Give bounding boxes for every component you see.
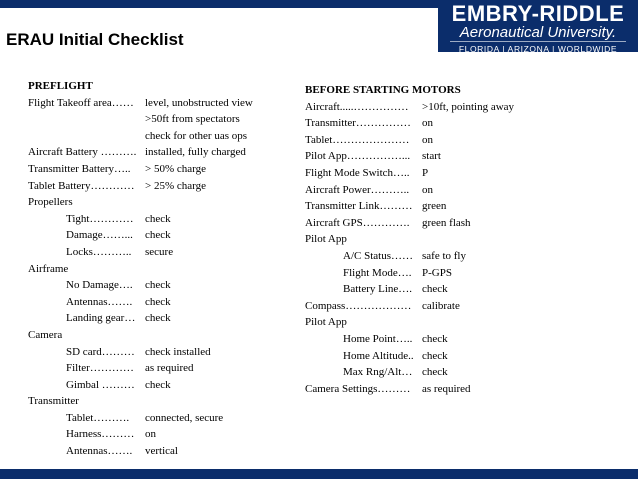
item-label: Camera Settings……… <box>305 382 411 395</box>
checklist-row <box>305 364 605 381</box>
item-label: Aircraft.....…………… <box>305 100 409 113</box>
item-value: check <box>422 332 448 345</box>
item-value: check <box>145 279 171 292</box>
item-value: calibrate <box>422 299 460 312</box>
checklist-row <box>305 331 605 348</box>
item-label: Compass……………… <box>305 299 412 312</box>
checklist-row <box>305 182 605 199</box>
item-value: P-GPS <box>422 266 452 279</box>
checklist-row <box>28 410 298 427</box>
item-value: on <box>422 133 433 146</box>
checklist-row <box>305 248 605 265</box>
item-label: Aircraft GPS…………. <box>305 216 410 229</box>
item-label: Locks……….. <box>66 245 132 258</box>
item-value: as required <box>422 382 471 395</box>
item-label: Aircraft Power……….. <box>305 183 410 196</box>
checklist-row <box>28 144 298 161</box>
checklist-row <box>305 215 605 232</box>
item-value: check installed <box>145 345 211 358</box>
item-label: A/C Status…… <box>343 249 413 262</box>
item-label: Transmitter Battery….. <box>28 162 131 175</box>
item-label: Transmitter Link……… <box>305 200 413 213</box>
checklist-row <box>28 377 298 394</box>
bottom-bar <box>0 469 638 479</box>
item-label: Tablet………. <box>66 411 130 424</box>
item-label: Antennas……. <box>66 445 133 458</box>
before-starting-heading: BEFORE STARTING MOTORS <box>305 84 461 96</box>
item-label <box>28 111 145 128</box>
checklist-row <box>305 132 605 149</box>
item-value: on <box>422 183 433 196</box>
item-label: Tablet Battery………… <box>28 179 135 192</box>
item-value: vertical <box>145 445 178 458</box>
item-label: Tight………… <box>66 212 134 225</box>
checklist-row <box>28 443 298 460</box>
item-value: installed, fully charged <box>145 146 246 159</box>
item-value: as required <box>145 362 194 375</box>
item-label: Filter………… <box>66 362 134 375</box>
before-starting-column <box>305 82 605 397</box>
checklist-row <box>305 115 605 132</box>
item-value: start <box>422 150 441 163</box>
checklist-row <box>305 298 605 315</box>
item-value: safe to fly <box>422 249 466 262</box>
transmitter-heading: Transmitter <box>28 395 79 408</box>
item-value: P <box>422 166 429 179</box>
checklist-row <box>305 99 605 116</box>
checklist-row <box>305 165 605 182</box>
item-value: on <box>145 428 156 441</box>
item-value: green <box>422 200 447 213</box>
checklist-row <box>28 211 298 228</box>
checklist-row <box>28 344 298 361</box>
checklist-row <box>28 294 298 311</box>
item-label <box>28 128 145 145</box>
item-value: secure <box>145 245 174 258</box>
checklist-row <box>305 281 605 298</box>
item-value: check <box>145 312 171 325</box>
item-label: Damage……... <box>66 229 133 242</box>
checklist-row <box>28 310 298 327</box>
logo-name-line1: EMBRY-RIDDLE <box>451 1 625 26</box>
item-value: on <box>422 117 433 130</box>
item-label: Flight Mode…. <box>343 266 412 279</box>
item-label: Max Rng/Alt… <box>343 366 413 379</box>
page-title: ERAU Initial Checklist <box>6 30 184 49</box>
checklist-row <box>28 426 298 443</box>
item-value: level, unobstructed view <box>145 96 253 109</box>
item-value: check <box>145 378 171 391</box>
checklist-row <box>305 148 605 165</box>
item-value: > 25% charge <box>145 179 206 192</box>
item-value: check <box>422 283 448 296</box>
item-label: Flight Mode Switch….. <box>305 166 410 179</box>
checklist-row <box>305 265 605 282</box>
item-value: check <box>422 366 448 379</box>
checklist-row <box>305 381 605 398</box>
university-logo <box>438 0 638 52</box>
item-label: Transmitter…………… <box>305 117 411 130</box>
item-value: green flash <box>422 216 471 229</box>
item-value: check <box>145 295 171 308</box>
propellers-heading: Propellers <box>28 196 73 209</box>
item-value: check <box>422 349 448 362</box>
checklist-row <box>305 348 605 365</box>
item-label: SD card……… <box>66 345 135 358</box>
checklist-row <box>28 128 298 145</box>
item-label: Battery Line…. <box>343 283 413 296</box>
checklist-row <box>28 111 298 128</box>
item-label: Landing gear… <box>66 312 136 325</box>
checklist-row <box>28 178 298 195</box>
item-label: No Damage…. <box>66 279 133 292</box>
item-value: >50ft from spectators <box>145 113 240 126</box>
item-label: Gimbal ……… <box>66 378 135 391</box>
logo-campuses: FLORIDA | ARIZONA | WORLDWIDE <box>458 44 618 54</box>
item-value: check for other uas ops <box>145 129 248 142</box>
item-value: check <box>145 229 171 242</box>
item-label: Aircraft Battery ………. <box>28 146 137 159</box>
checklist-row <box>28 161 298 178</box>
item-label: Home Point….. <box>343 332 413 345</box>
airframe-heading: Airframe <box>28 262 69 275</box>
item-label: Home Altitude.. <box>343 349 414 362</box>
preflight-heading: PREFLIGHT <box>28 80 93 92</box>
checklist-row <box>305 198 605 215</box>
pilot-app-heading: Pilot App <box>305 316 347 329</box>
checklist-row <box>28 244 298 261</box>
checklist-row <box>28 95 298 112</box>
logo-divider <box>450 41 626 42</box>
item-label: Flight Takeoff area…… <box>28 96 134 109</box>
item-value: >10ft, pointing away <box>422 100 515 113</box>
item-value: check <box>145 212 171 225</box>
item-value: connected, secure <box>145 411 224 424</box>
item-label: Tablet………………… <box>305 133 410 146</box>
logo-name-line2: Aeronautical University. <box>459 24 617 41</box>
pilot-app-heading: Pilot App <box>305 233 347 246</box>
camera-heading: Camera <box>28 328 63 341</box>
item-label: Antennas……. <box>66 295 133 308</box>
item-label: Harness……… <box>66 428 135 441</box>
checklist-row <box>28 277 298 294</box>
checklist-row <box>28 360 298 377</box>
item-value: > 50% charge <box>145 162 206 175</box>
preflight-column <box>28 78 298 460</box>
checklist-row <box>28 227 298 244</box>
item-label: Pilot App……………... <box>305 150 411 163</box>
